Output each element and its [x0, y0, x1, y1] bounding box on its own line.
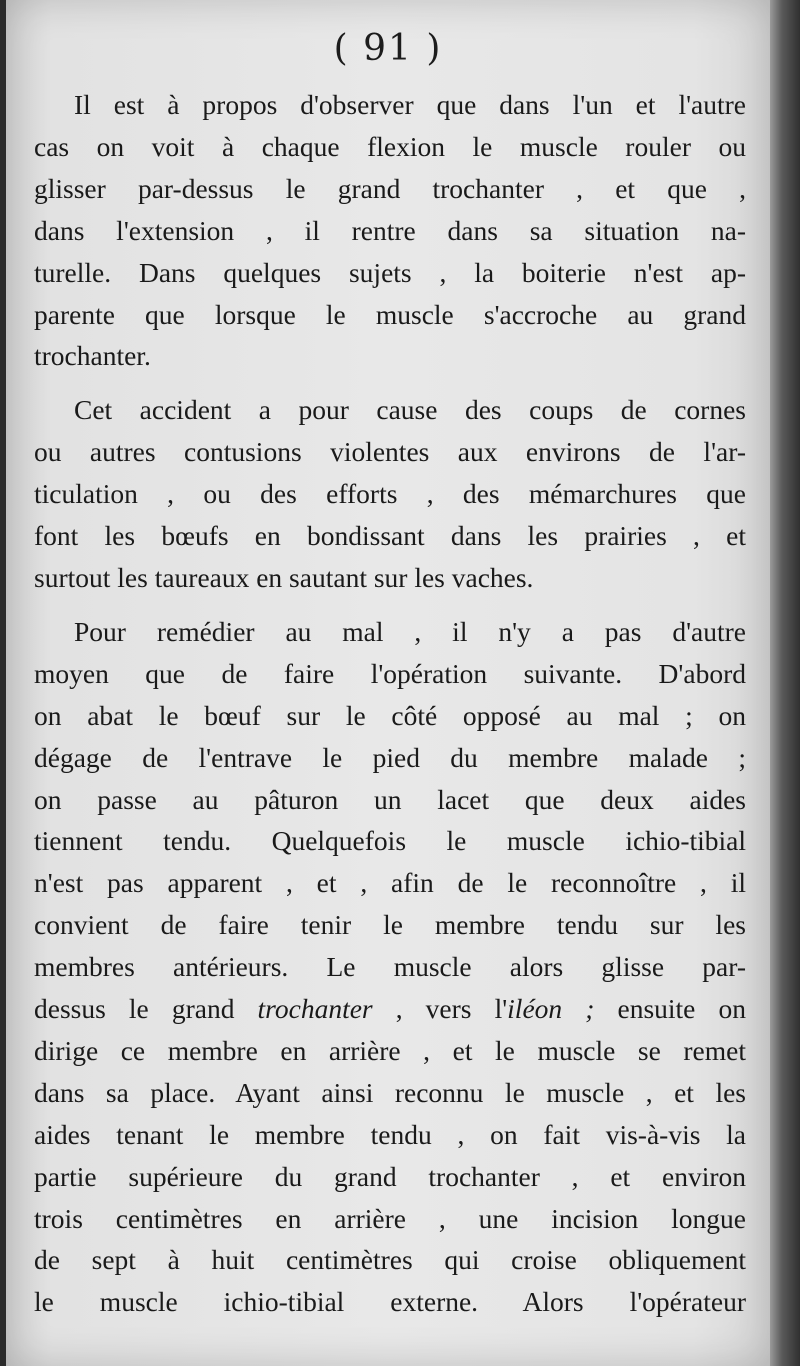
text-line: partie supérieure du grand trochanter , et environ [34, 1160, 746, 1192]
text-line: dirige ce membre en arrière , et le muscle se remet [34, 1034, 746, 1066]
text-line: membres antérieurs. Le muscle alors glisse par- [34, 951, 746, 983]
text-line: tiennent tendu. Quelquefois le muscle ichio-tibial [34, 825, 746, 857]
text-line: trochanter. [34, 340, 151, 372]
text-line: Il est à propos d'observer que dans l'un et l'autre [74, 89, 746, 120]
text-line: glisser par-dessus le grand trochanter , et que , [34, 172, 746, 204]
text-line: dans sa place. Ayant ainsi reconnu le muscle , et les [34, 1076, 746, 1108]
text-line: dans l'extension , il rentre dans sa situation na- [34, 214, 746, 246]
paragraph [34, 389, 746, 599]
text-line: turelle. Dans quelques sujets , la boiterie n'est ap- [34, 256, 746, 288]
text-line: le muscle ichio-tibial externe. Alors l'opérateur [34, 1286, 746, 1318]
paragraph [34, 84, 746, 377]
text-line: n'est pas apparent , et , afin de le reconnoître , il [34, 867, 746, 899]
text-line: ou autres contusions violentes aux environs de l'ar- [34, 436, 746, 468]
text-line: trois centimètres en arrière , une incision longue [34, 1202, 746, 1234]
text-line: ticulation , ou des efforts , des mémarchures que [34, 478, 746, 510]
text-line: parente que lorsque le muscle s'accroche au grand [34, 298, 746, 330]
text-line: surtout les taureaux en sautant sur les vaches. [34, 561, 534, 593]
text-line: cas on voit à chaque flexion le muscle rouler ou [34, 130, 746, 162]
text-line: Pour remédier au mal , il n'y a pas d'autre [74, 615, 746, 647]
text-line: dégage de l'entrave le pied du membre malade ; [34, 741, 746, 773]
text-line: on passe au pâturon un lacet que deux aides [34, 783, 746, 815]
page-number: ( 91 ) [333, 28, 443, 69]
binding-shadow [770, 0, 800, 1366]
text-line: convient de faire tenir le membre tendu sur les [34, 909, 746, 941]
text-line: font les bœufs en bondissant dans les prairies , et [34, 520, 746, 552]
body-text [34, 84, 746, 1335]
text-line: on abat le bœuf sur le côté opposé au mal ; on [34, 699, 746, 731]
text-line: dessus le grand trochanter , vers l'iléon ; ensuite on [34, 993, 746, 1025]
text-line: Cet accident a pour cause des coups de cornes [74, 394, 746, 426]
paper-sheet [6, 0, 770, 1366]
paragraph [34, 611, 746, 1323]
text-line: moyen que de faire l'opération suivante. D'abord [34, 657, 746, 689]
text-line: de sept à huit centimètres qui croise obliquement [34, 1244, 746, 1276]
text-line: aides tenant le membre tendu , on fait vis-à-vis la [34, 1118, 746, 1150]
